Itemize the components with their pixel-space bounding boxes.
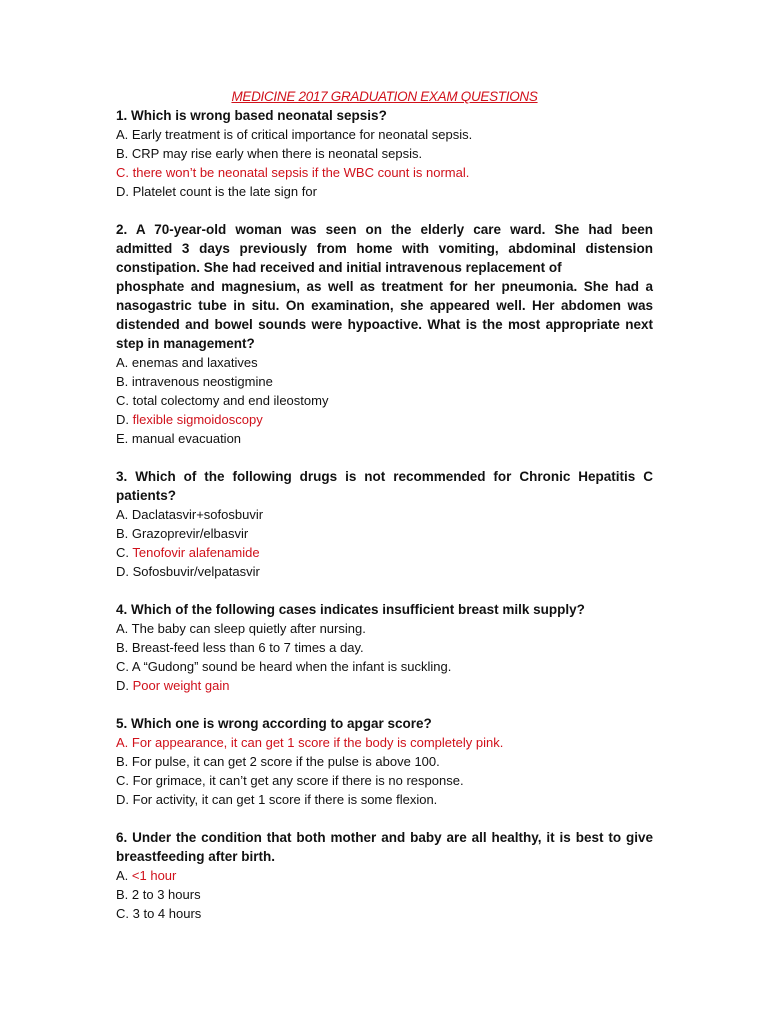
option-text: Grazoprevir/elbasvir — [131, 526, 249, 541]
option-letter: C. — [116, 906, 133, 921]
option-d-answer — [116, 676, 653, 695]
exam-page — [116, 87, 653, 923]
option-c — [116, 771, 653, 790]
option-text: intravenous neostigmine — [131, 374, 273, 389]
option-letter: C. — [116, 393, 133, 408]
option-text: Platelet count is the late sign for — [132, 184, 317, 199]
option-b — [116, 144, 653, 163]
page-title: MEDICINE 2017 GRADUATION EXAM QUESTIONS — [231, 89, 538, 104]
option-text: For pulse, it can get 2 score if the pulse is above 100. — [131, 754, 440, 769]
option-text: For activity, it can get 1 score if there is some flexion. — [132, 792, 438, 807]
option-text: The baby can sleep quietly after nursing. — [131, 621, 366, 636]
stem-line: patients? — [116, 488, 177, 503]
option-letter: D. — [116, 412, 133, 427]
option-b — [116, 524, 653, 543]
option-text: For grimace, it can’t get any score if there is no response. — [132, 773, 464, 788]
option-b — [116, 885, 653, 904]
option-letter: C. — [116, 659, 132, 674]
stem-line: distended and bowel sounds were hypoactive. What is the most appropriate next — [116, 317, 653, 332]
option-a — [116, 505, 653, 524]
question-stem — [116, 106, 653, 125]
question-stem — [116, 714, 653, 733]
option-letter: C. — [116, 773, 133, 788]
option-letter: A. — [116, 355, 132, 370]
option-text: A “Gudong” sound be heard when the infant is suckling. — [131, 659, 452, 674]
stem-line: nasogastric tube in situ. On examination, she appeared well. Her abdomen was — [116, 298, 653, 313]
question-stem — [116, 600, 653, 619]
option-letter: B. — [116, 640, 132, 655]
option-text: total colectomy and end ileostomy — [132, 393, 329, 408]
option-text: enemas and laxatives — [131, 355, 258, 370]
option-letter: B. — [116, 526, 132, 541]
option-letter: D. — [116, 564, 133, 579]
option-letter: A. — [116, 868, 132, 883]
option-c — [116, 657, 653, 676]
option-d — [116, 790, 653, 809]
option-text: For appearance, it can get 1 score if the body is completely pink. — [131, 735, 504, 750]
question-1 — [116, 106, 653, 201]
option-b — [116, 752, 653, 771]
stem-line: 5. Which one is wrong according to apgar score? — [116, 716, 432, 731]
option-text: 3 to 4 hours — [132, 906, 202, 921]
option-text: Daclatasvir+sofosbuvir — [131, 507, 264, 522]
stem-line: admitted 3 days previously from home with vomiting, abdominal distension — [116, 241, 653, 256]
option-text: Sofosbuvir/velpatasvir — [132, 564, 260, 579]
option-c — [116, 391, 653, 410]
option-a — [116, 353, 653, 372]
stem-line: breastfeeding after birth. — [116, 849, 276, 864]
stem-line: constipation. She had received and initial intravenous replacement of — [116, 260, 562, 275]
stem-line: 3. Which of the following drugs is not recommended for Chronic Hepatitis C — [116, 469, 653, 484]
option-letter: B. — [116, 146, 132, 161]
option-letter: E. — [116, 431, 132, 446]
option-text: Tenofovir alafenamide — [132, 545, 260, 560]
option-b — [116, 372, 653, 391]
option-d-answer — [116, 410, 653, 429]
option-text: Breast-feed less than 6 to 7 times a day. — [131, 640, 364, 655]
option-letter: B. — [116, 754, 132, 769]
question-3 — [116, 467, 653, 581]
option-text: <1 hour — [131, 868, 177, 883]
option-text: there won’t be neonatal sepsis if the WBC count is normal. — [132, 165, 470, 180]
option-letter: D. — [116, 792, 133, 807]
question-5 — [116, 714, 653, 809]
question-stem — [116, 467, 653, 505]
option-a — [116, 619, 653, 638]
option-c-answer — [116, 543, 653, 562]
option-c-answer — [116, 163, 653, 182]
option-a-answer — [116, 733, 653, 752]
option-text: flexible sigmoidoscopy — [132, 412, 263, 427]
option-d — [116, 562, 653, 581]
option-c — [116, 904, 653, 923]
stem-line: 6. Under the condition that both mother and baby are all healthy, it is best to give — [116, 830, 653, 845]
option-letter: A. — [116, 735, 132, 750]
option-d — [116, 182, 653, 201]
question-6 — [116, 828, 653, 923]
option-letter: D. — [116, 184, 133, 199]
option-b — [116, 638, 653, 657]
stem-line: phosphate and magnesium, as well as treatment for her pneumonia. She had a — [116, 279, 653, 294]
stem-line: 2. A 70-year-old woman was seen on the elderly care ward. She had been — [116, 222, 653, 237]
option-text: manual evacuation — [131, 431, 242, 446]
option-letter: D. — [116, 678, 133, 693]
question-stem — [116, 220, 653, 353]
option-a — [116, 125, 653, 144]
option-e — [116, 429, 653, 448]
option-text: CRP may rise early when there is neonatal sepsis. — [131, 146, 423, 161]
question-stem — [116, 828, 653, 866]
option-letter: A. — [116, 507, 132, 522]
option-letter: A. — [116, 127, 132, 142]
option-letter: A. — [116, 621, 132, 636]
question-2 — [116, 220, 653, 448]
option-letter: B. — [116, 887, 132, 902]
question-4 — [116, 600, 653, 695]
option-letter: C. — [116, 165, 133, 180]
option-letter: C. — [116, 545, 133, 560]
stem-line: 1. Which is wrong based neonatal sepsis? — [116, 108, 387, 123]
option-a-answer — [116, 866, 653, 885]
option-text: Early treatment is of critical importance for neonatal sepsis. — [131, 127, 473, 142]
stem-line: step in management? — [116, 336, 255, 351]
option-text: Poor weight gain — [132, 678, 230, 693]
option-letter: B. — [116, 374, 132, 389]
option-text: 2 to 3 hours — [131, 887, 201, 902]
stem-line: 4. Which of the following cases indicates insufficient breast milk supply? — [116, 602, 585, 617]
